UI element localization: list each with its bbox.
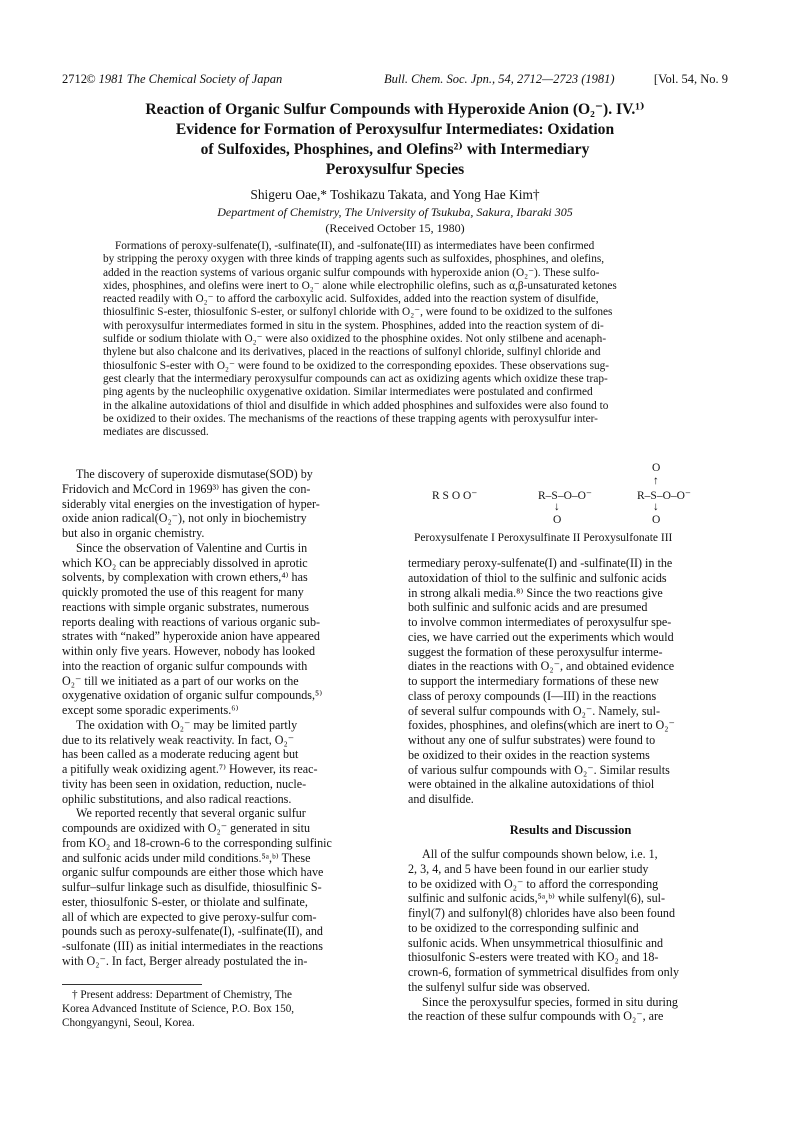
title-line: Peroxysulfur Species <box>325 161 465 178</box>
text-line: to involve common intermediates of peroxysulfur spe- <box>408 615 672 629</box>
text-line: solvents, by complexation with crown ethers,⁴⁾ has <box>62 570 308 585</box>
abstract <box>103 240 730 439</box>
text-line: autoxidation of thiol to the sulfinic and sulfonic acids <box>408 570 667 585</box>
abstract-line: reacted readily with O₂⁻ to afford the carboxylic acid. Sulfoxides, added into the reaction system of disulfide, <box>103 293 599 306</box>
text-line: the reaction of these sulfur compounds with O₂⁻, are <box>408 1009 664 1024</box>
text-line: All of the sulfur compounds shown below, i.e. 1, <box>422 847 658 861</box>
text-line: crown-6, formation of symmetrical disulfides from only <box>408 965 680 979</box>
abstract-line: ping agents by the nucleophilic oxygenative oxidation. Similar intermediates were postulated and confirmed <box>103 386 593 399</box>
article-title <box>62 100 728 180</box>
abstract-line: thylene but also chalcone and its derivatives, placed in the reactions of sulfonyl chloride, sulfinyl chloride and <box>103 346 601 359</box>
footnote-line: Chongyangyni, Seoul, Korea. <box>62 1017 195 1029</box>
text-line: Since the peroxysulfur species, formed in situ during <box>422 994 678 1009</box>
section-heading: Results and Discussion <box>509 823 632 837</box>
abstract-line: thiosulfonic S-ester with O₂⁻ were found to be oxidized to the corresponding epoxides. These observations sug- <box>103 359 610 372</box>
arrow-up-symbol: ↑ <box>653 475 659 487</box>
text-line: siderably vital energies on the investigation of hyper- <box>62 496 320 511</box>
formula-peroxysulfenate: R S O O⁻ <box>432 490 478 502</box>
left-column <box>62 467 392 969</box>
text-line: except some sporadic experiments.⁶⁾ <box>62 703 239 717</box>
arrow-down-symbol: ↓ <box>653 501 659 513</box>
text-line: oxide anion radical(O₂⁻), not only in biochemistry <box>62 511 307 526</box>
arrow-down-symbol: ↓ <box>554 501 560 513</box>
text-line: sulfur–sulfur linkage such as disulfide, thiosulfinic S- <box>62 880 322 894</box>
abstract-line: gest clearly that the intermediary peroxysulfur compounds can act as oxidizing agents which oxidize these trap- <box>103 372 608 385</box>
text-line: strates with “naked” hyperoxide anion have appeared <box>62 629 320 644</box>
text-line: diates in the reactions with O₂⁻, and obtained evidence <box>408 659 675 674</box>
text-line: thiosulfonic S-esters were treated with KO₂ and 18- <box>408 950 659 965</box>
text-line: tivity has been seen in oxidation, reduction, nucle- <box>62 776 307 791</box>
footnote <box>62 988 392 1030</box>
text-line: the sulfenyl sulfur side was observed. <box>408 979 591 994</box>
abstract-line: by stripping the peroxy oxygen with three kinds of trapping agents such as sulfoxides, phosphines, and olefins, <box>103 253 605 266</box>
oxygen-symbol: O <box>553 514 562 526</box>
abstract-line: thiosulfinic S-ester, thiosulfonic S-ester, or sulfonyl chloride with O₂⁻, were found to be oxidized to the sulfones <box>103 306 613 319</box>
text-line: of various sulfur compounds with O₂⁻. Similar results <box>408 762 670 777</box>
text-line: to be oxidized with O₂⁻ to afford the corresponding <box>408 876 659 891</box>
text-line: into the reaction of organic sulfur compounds with <box>62 658 308 673</box>
running-header <box>62 72 728 90</box>
text-line: The oxidation with O₂⁻ may be limited partly <box>76 717 298 732</box>
text-line: without any one of sulfur substrates) were found to <box>408 733 656 747</box>
text-line: to be oxidized to the corresponding sulfinic and <box>408 920 639 935</box>
abstract-line: sulfide or sodium thiolate with O₂⁻ were also oxidized to the phosphine oxides. Not only stilbene and acenaph- <box>103 333 607 346</box>
text-line: both sulfinic and sulfonic acids and are presumed <box>408 600 648 615</box>
abstract-line: in the alkaline autoxidations of thiol and disulfide in which added phosphines and sulfoxides were also found to <box>103 399 609 412</box>
author-list: Shigeru Oae,* Toshikazu Takata, and Yong Hae Kim† <box>250 187 540 202</box>
abstract-line: be oxidized to their oxides. The mechanisms of the reactions of these trapping agents with peroxysulfur inter- <box>103 412 598 425</box>
text-line: termediary peroxy-sulfenate(I) and -sulfinate(II) in the <box>408 556 673 570</box>
text-line: -sulfonate (III) as initial intermediates in the reactions <box>62 939 323 953</box>
text-line: but also in organic chemistry. <box>62 526 205 540</box>
text-line: reports dealing with reactions of various organic sub- <box>62 614 321 629</box>
abstract-line: with peroxysulfur intermediates formed in situ in the system. Phosphines, added into the reaction system of di- <box>103 319 604 332</box>
text-line: Since the observation of Valentine and Curtis in <box>76 540 308 555</box>
text-line: a pitifully weak oxidizing agent.⁷⁾ However, its reac- <box>62 762 318 776</box>
text-line: quickly promoted the use of this reagent for many <box>62 585 304 599</box>
text-line: from KO₂ and 18-crown-6 to the corresponding sulfinic <box>62 835 332 850</box>
text-line: all of which are expected to give peroxy-sulfur com- <box>62 909 317 924</box>
text-line: suggest the formation of these peroxysulfur interme- <box>408 644 663 659</box>
title-line: Evidence for Formation of Peroxysulfur Intermediates: Oxidation <box>175 121 615 138</box>
text-line: cies, we have carried out the experiments which would <box>408 629 674 644</box>
structure-formulas <box>408 462 733 544</box>
oxygen-symbol: O <box>652 462 661 474</box>
oxygen-symbol: O <box>652 514 661 526</box>
abstract-line: added in the reaction systems of various organic sulfur compounds with hyperoxide anion (O₂⁻). These sulfo- <box>103 266 600 279</box>
text-line: which KO₂ can be appreciably dissolved in aprotic <box>62 555 308 570</box>
formula-peroxysulfinate: R–S–O–O⁻ <box>538 490 592 502</box>
title-line: of Sulfoxides, Phosphines, and Olefins²⁾ with Intermediary <box>200 141 590 158</box>
text-line: be oxidized to their oxides in the reaction systems <box>408 747 650 762</box>
results-text <box>408 847 733 1024</box>
text-line: We reported recently that several organic sulfur <box>76 806 306 821</box>
right-column <box>408 556 733 807</box>
text-line: oxygenative oxidation of organic sulfur compounds,⁵⁾ <box>62 688 323 703</box>
text-line: O₂⁻ till we initiated as a part of our works on the <box>62 673 299 688</box>
text-line: and sulfonic acids under mild conditions.⁵ᵃ,ᵇ⁾ These <box>62 850 311 865</box>
text-line: within only five years. However, nobody has looked <box>62 644 316 658</box>
text-line: compounds are oxidized with O₂⁻ generated in situ <box>62 821 311 835</box>
text-line: with O₂⁻. In fact, Berger already postulated the in- <box>62 953 308 968</box>
text-line: pounds such as peroxy-sulfenate(I), -sulfinate(II), and <box>62 924 323 939</box>
text-line: of several sulfur compounds with O₂⁻. Namely, sul- <box>408 703 660 718</box>
text-line: ester, thiosulfonic S-ester, or thiolate and sulfinate, <box>62 894 308 909</box>
text-line: has been called as a moderate reducing agent but <box>62 747 299 762</box>
text-line: finyl(7) and sulfonyl(8) chlorides have also been found <box>408 906 675 920</box>
volume-issue: [Vol. 54, No. 9 <box>653 72 728 86</box>
footnote-line: Korea Advanced Institute of Science, P.O. Box 150, <box>62 1003 295 1015</box>
footnote-line: † Present address: Department of Chemistry, The <box>72 989 292 1001</box>
text-line: reactions with simple organic substrates, numerous <box>62 599 309 614</box>
text-line: were obtained in the alkaline autoxidations of thiol <box>408 777 655 792</box>
formula-peroxysulfonate: R–S–O–O⁻ <box>637 490 691 502</box>
affiliation: Department of Chemistry, The University of Tsukuba, Sakura, Ibaraki 305 <box>217 205 573 219</box>
text-line: class of peroxy compounds (I—III) in the reactions <box>408 688 657 703</box>
text-line: due to its relatively weak reactivity. In fact, O₂⁻ <box>62 732 295 747</box>
text-line: foxides, phosphines, and olefins(which are inert to O₂⁻ <box>408 718 675 733</box>
abstract-line: xides, phosphines, and olefins were inert to O₂⁻ alone while electrophilic olefins, such as α,β-unsaturated ketones <box>103 279 617 292</box>
abstract-line: mediates are discussed. <box>103 426 209 439</box>
text-line: in strong alkali media.⁸⁾ Since the two reactions give <box>408 585 663 600</box>
text-line: The discovery of superoxide dismutase(SOD) by <box>76 467 313 481</box>
text-line: to support the intermediary formations of these new <box>408 674 659 688</box>
journal-citation: Bull. Chem. Soc. Jpn., 54, 2712—2723 (1981) <box>384 72 615 86</box>
text-line: sulfonic acids. When unsymmetrical thiosulfinic and <box>408 935 664 950</box>
text-line: organic sulfur compounds are either those which have <box>62 865 324 880</box>
title-line: Reaction of Organic Sulfur Compounds with Hyperoxide Anion (O₂⁻). IV.¹⁾ <box>145 101 645 118</box>
text-line: sulfinic and sulfonic acids,⁵ᵃ,ᵇ⁾ while sulfenyl(6), sul- <box>408 891 666 906</box>
text-line: Fridovich and McCord in 1969³⁾ has given the con- <box>62 481 311 496</box>
copyright-line: © 1981 The Chemical Society of Japan <box>86 72 283 86</box>
text-line: ophilic substitutions, and also radical reactions. <box>62 791 292 806</box>
text-line: and disulfide. <box>408 792 474 806</box>
text-line: 2, 3, 4, and 5 have been found in our earlier study <box>408 861 649 876</box>
page-number: 2712 <box>62 72 87 86</box>
abstract-line: Formations of peroxy-sulfenate(I), -sulfinate(II), and -sulfonate(III) as intermediates have been confirmed <box>115 240 595 252</box>
structure-labels: Peroxysulfenate I Peroxysulfinate II Peroxysulfonate III <box>414 532 673 544</box>
footnote-rule <box>62 984 202 985</box>
received-date: (Received October 15, 1980) <box>325 221 465 235</box>
